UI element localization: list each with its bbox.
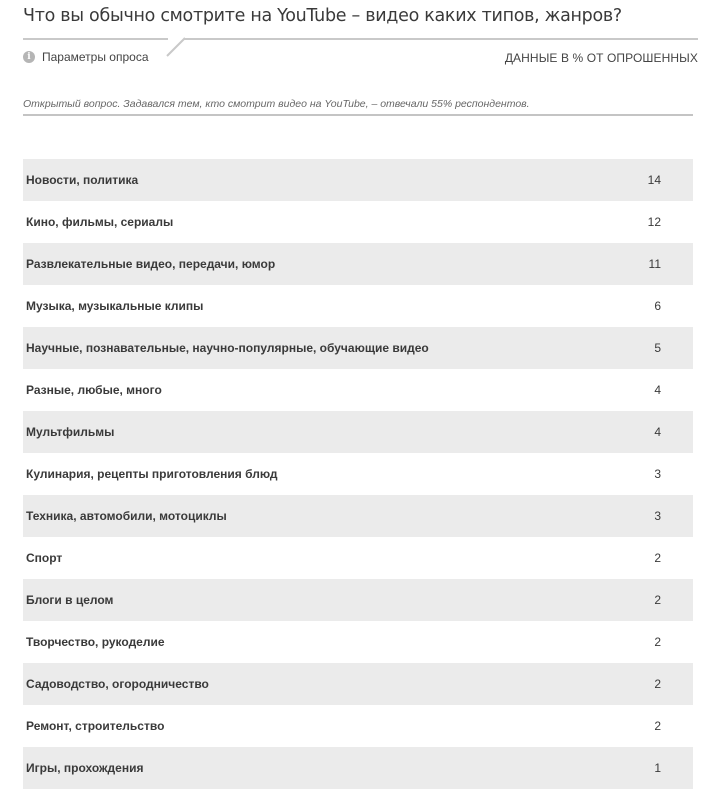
header-divider-right xyxy=(184,38,698,40)
table-row xyxy=(23,285,693,327)
row-label: Разные, любые, много xyxy=(26,383,162,397)
row-label: Творчество, рукоделие xyxy=(26,635,165,649)
row-label: Техника, автомобили, мотоциклы xyxy=(26,509,227,523)
row-label: Новости, политика xyxy=(26,173,139,187)
row-value: 4 xyxy=(654,383,661,397)
survey-params-toggle[interactable] xyxy=(23,50,149,64)
table-row xyxy=(23,537,693,579)
row-value: 2 xyxy=(654,677,661,691)
row-value: 2 xyxy=(654,551,661,565)
row-label: Блоги в целом xyxy=(26,593,114,607)
row-value: 1 xyxy=(654,761,661,775)
survey-note: Открытый вопрос. Задавался тем, кто смотрит видео на YouTube, – отвечали 55% респондентов. xyxy=(23,98,530,110)
survey-params-label: Параметры опроса xyxy=(42,50,149,64)
table-row xyxy=(23,747,693,789)
header-notch xyxy=(166,37,186,57)
row-value: 6 xyxy=(654,299,661,313)
table-row xyxy=(23,411,693,453)
row-label: Ремонт, строительство xyxy=(26,719,165,733)
table-row xyxy=(23,453,693,495)
table-row xyxy=(23,369,693,411)
table-row xyxy=(23,243,693,285)
table-row xyxy=(23,705,693,747)
row-label: Музыка, музыкальные клипы xyxy=(26,299,204,313)
note-divider xyxy=(23,114,693,116)
row-value: 5 xyxy=(654,341,661,355)
row-label: Игры, прохождения xyxy=(26,761,144,775)
table-row xyxy=(23,663,693,705)
row-value: 12 xyxy=(647,215,661,229)
row-value: 4 xyxy=(654,425,661,439)
row-label: Садоводство, огородничество xyxy=(26,677,209,691)
row-label: Развлекательные видео, передачи, юмор xyxy=(26,257,276,271)
row-label: Кино, фильмы, сериалы xyxy=(26,215,174,229)
row-value: 2 xyxy=(654,719,661,733)
table-row xyxy=(23,327,693,369)
row-label: Спорт xyxy=(26,551,63,565)
results-table xyxy=(23,159,693,789)
row-label: Кулинария, рецепты приготовления блюд xyxy=(26,467,278,481)
page-title: Что вы обычно смотрите на YouTube – видео каких типов, жанров? xyxy=(23,6,622,26)
header-divider-left xyxy=(23,38,168,40)
units-label: ДАННЫЕ В % ОТ ОПРОШЕННЫХ xyxy=(504,51,698,65)
table-row xyxy=(23,201,693,243)
row-label: Научные, познавательные, научно-популярные, обучающие видео xyxy=(26,341,429,355)
row-value: 11 xyxy=(648,257,661,271)
row-value: 2 xyxy=(654,635,661,649)
table-row xyxy=(23,579,693,621)
table-row xyxy=(23,495,693,537)
row-label: Мультфильмы xyxy=(26,425,115,439)
table-row xyxy=(23,621,693,663)
info-icon: i xyxy=(23,51,35,63)
row-value: 14 xyxy=(647,173,661,187)
row-value: 3 xyxy=(654,467,661,481)
table-row xyxy=(23,159,693,201)
row-value: 2 xyxy=(654,593,661,607)
row-value: 3 xyxy=(654,509,661,523)
